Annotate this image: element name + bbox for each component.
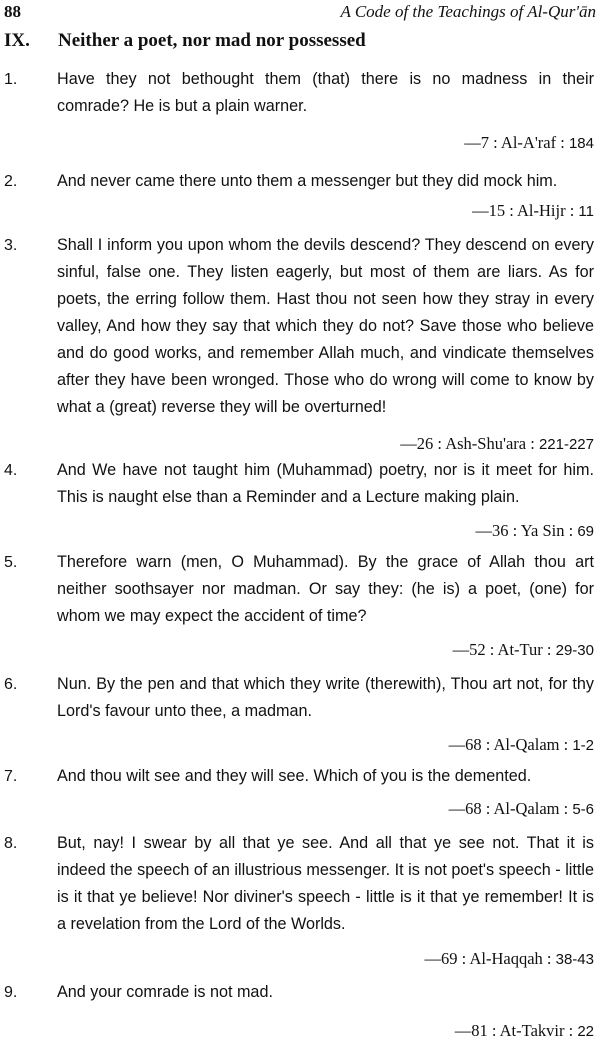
verse-text: But, nay! I swear by all that ye see. And all that ye see not. That it is indeed the speech of an illustrious messenger. It is not poet's speech - little is it that ye believe! Nor diviner's speech - little is it that ye remember! It is a revelation from the Lord of the Worlds. xyxy=(57,834,594,933)
citation-surah: —36 : Ya Sin : xyxy=(475,521,578,540)
verse-text: Have they not bethought them (that) there is no madness in their comrade? He is but a plain warner. xyxy=(57,70,594,115)
verse-entry-9 xyxy=(0,979,600,1049)
verse-entry-8 xyxy=(0,830,600,979)
verse-number: 4. xyxy=(4,462,18,479)
verse-entry-3 xyxy=(0,232,600,457)
verse-text: And your comrade is not mad. xyxy=(57,983,273,1001)
verse-number: 9. xyxy=(4,984,18,1001)
citation-surah: —52 : At-Tur : xyxy=(452,640,556,659)
verse-text: And never came there unto them a messenger but they did mock him. xyxy=(57,172,558,190)
verse-text: And We have not taught him (Muhammad) poetry, nor is it meet for him. This is naught else than a Reminder and a Lecture making plain. xyxy=(57,461,594,506)
verse-citation xyxy=(0,734,594,757)
verse-text: Nun. By the pen and that which they write (therewith), Thou art not, for thy Lord's favour unto thee, a madman. xyxy=(57,675,594,720)
verse-number: 8. xyxy=(4,835,18,852)
section-title: Neither a poet, nor mad nor possessed xyxy=(58,30,366,51)
verse-text: Shall I inform you upon whom the devils descend? They descend on every sinful, false one. They listen eagerly, but most of them are liars. As for poets, the erring follow them. Hast thou not seen how they stray in every valley, And how they say that which they do not? Save those who believe and do good works, and remember Allah much, and vindicate themselves after they have been wronged. Those who do wrong will come to know by what a (great) reverse they will be overturned! xyxy=(57,236,594,416)
verse-number: 2. xyxy=(4,173,18,190)
verse-text: And thou wilt see and they will see. Which of you is the demented. xyxy=(57,767,532,785)
citation-surah: —69 : Al-Haqqah : xyxy=(424,949,556,968)
citation-surah: —26 : Ash-Shu'ara : xyxy=(400,434,539,453)
verse-number: 7. xyxy=(4,768,18,785)
verse-citation xyxy=(0,433,594,456)
citation-surah: —81 : At-Takvir : xyxy=(454,1021,578,1040)
section-heading xyxy=(4,30,596,52)
citation-verses: 69 xyxy=(577,523,594,540)
running-title: A Code of the Teachings of Al-Qur'ān xyxy=(340,2,596,21)
citation-verses: 38-43 xyxy=(555,951,594,968)
verse-number: 6. xyxy=(4,676,18,693)
verse-citation xyxy=(0,1020,594,1043)
page-header xyxy=(0,0,600,26)
citation-verses: 184 xyxy=(568,135,594,152)
citation-surah: —68 : Al-Qalam : xyxy=(448,735,573,754)
verse-entry-7 xyxy=(0,763,600,830)
verse-citation xyxy=(0,798,594,821)
verse-citation xyxy=(0,639,594,662)
citation-surah: —7 : Al-A'raf : xyxy=(464,133,569,152)
verse-citation xyxy=(0,200,594,223)
citation-surah: —68 : Al-Qalam : xyxy=(448,799,573,818)
verse-entry-2 xyxy=(0,168,600,232)
citation-verses: 221-227 xyxy=(538,436,594,453)
verse-number: 5. xyxy=(4,554,18,571)
verse-entry-1 xyxy=(0,66,600,168)
verse-citation xyxy=(0,132,594,155)
citation-verses: 29-30 xyxy=(555,642,594,659)
verse-number: 1. xyxy=(4,71,18,88)
citation-verses: 22 xyxy=(577,1023,594,1040)
verse-citation xyxy=(0,948,594,971)
verse-entry-4 xyxy=(0,457,600,549)
page-number: 88 xyxy=(4,2,21,21)
verse-number: 3. xyxy=(4,237,18,254)
verse-citation xyxy=(0,520,594,543)
citation-verses: 11 xyxy=(578,203,594,220)
citation-verses: 5-6 xyxy=(572,801,594,818)
verse-list xyxy=(0,66,600,1049)
citation-verses: 1-2 xyxy=(572,737,594,754)
citation-surah: —15 : Al-Hijr : xyxy=(472,201,579,220)
section-number: IX. xyxy=(4,30,30,51)
verse-entry-5 xyxy=(0,549,600,671)
verse-text: Therefore warn (men, O Muhammad). By the grace of Allah thou art neither soothsayer nor madman. Or say they: (he is) a poet, (one) for whom we may expect the accident of time? xyxy=(57,553,594,625)
verse-entry-6 xyxy=(0,671,600,763)
